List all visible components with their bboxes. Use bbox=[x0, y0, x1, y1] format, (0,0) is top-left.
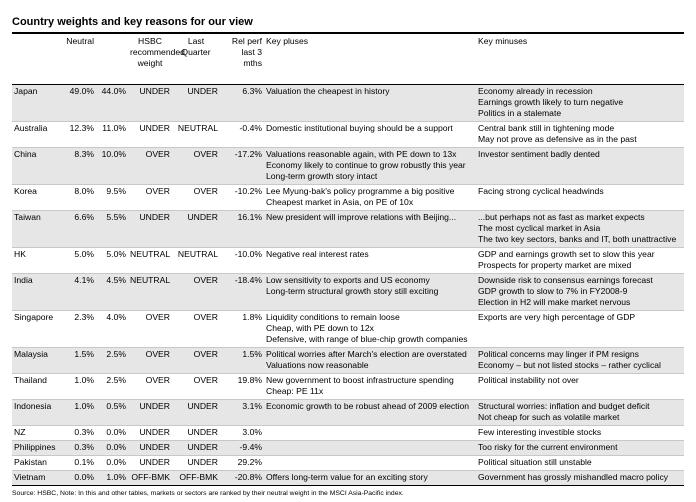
minus-line: Not cheap for such as volatile market bbox=[478, 411, 620, 422]
cell-country: Japan bbox=[12, 84, 56, 121]
minus-line: GDP growth to slow to 7% in FY2008-9 bbox=[478, 285, 628, 296]
cell-key-pluses bbox=[264, 210, 476, 247]
minus-line: Central bank still in tightening mode bbox=[478, 122, 615, 133]
table-row bbox=[12, 147, 684, 184]
cell-hsbc-pct: 2.5% bbox=[106, 374, 126, 385]
cell-neutral: 8.0% bbox=[74, 185, 94, 196]
plus-line: Negative real interest rates bbox=[266, 248, 369, 259]
plus-line: New president will improve relations with Beijing... bbox=[266, 211, 457, 222]
header-hsbc-weight: HSBC recommended weight bbox=[130, 36, 185, 68]
table-row bbox=[12, 425, 684, 440]
cell-last-quarter: UNDER bbox=[187, 426, 218, 437]
minus-line: The two key sectors, banks and IT, both unattractive bbox=[478, 233, 677, 244]
cell-neutral: 5.0% bbox=[74, 248, 94, 259]
cell-country: NZ bbox=[14, 426, 26, 437]
cell-last-quarter: UNDER bbox=[187, 456, 218, 467]
plus-line: Offers long-term value for an exciting story bbox=[266, 471, 428, 482]
plus-line: Valuation the cheapest in history bbox=[266, 85, 390, 96]
cell-key-pluses bbox=[264, 440, 476, 455]
cell-hsbc-weight: UNDER bbox=[128, 440, 172, 455]
cell-key-pluses bbox=[264, 373, 476, 399]
table-row bbox=[12, 184, 684, 210]
plus-line: Long-term structural growth story still exciting bbox=[266, 285, 439, 296]
table-body bbox=[12, 84, 684, 485]
cell-rel-perf: 1.5% bbox=[220, 347, 264, 373]
cell-hsbc-pct: 5.0% bbox=[106, 248, 126, 259]
cell-key-pluses bbox=[264, 121, 476, 147]
cell-hsbc-pct: 1.0% bbox=[96, 470, 128, 485]
plus-line: Valuations reasonable again, with PE down to 13x bbox=[266, 148, 457, 159]
cell-key-pluses bbox=[264, 455, 476, 470]
table-row bbox=[12, 273, 684, 310]
cell-key-pluses bbox=[264, 399, 476, 425]
plus-line: Low sensitivity to exports and US economy bbox=[266, 274, 430, 285]
cell-key-pluses bbox=[264, 347, 476, 373]
cell-neutral: 4.1% bbox=[56, 273, 96, 310]
cell-rel-perf: -9.4% bbox=[220, 440, 264, 455]
cell-hsbc-pct: 44.0% bbox=[96, 84, 128, 121]
minus-line: Too risky for the current environment bbox=[478, 441, 618, 452]
cell-hsbc-weight: UNDER bbox=[139, 426, 170, 437]
cell-key-pluses bbox=[264, 425, 476, 440]
table-row bbox=[12, 455, 684, 470]
cell-hsbc-weight: NEUTRAL bbox=[128, 273, 172, 310]
minus-line: Economy – but not listed stocks – rather cyclical bbox=[478, 359, 661, 370]
cell-country: Vietnam bbox=[12, 470, 56, 485]
minus-line: Investor sentiment badly dented bbox=[478, 148, 600, 159]
minus-line: Election in H2 will make market nervous bbox=[478, 296, 631, 307]
cell-country: Australia bbox=[14, 122, 48, 133]
cell-key-pluses bbox=[264, 84, 476, 121]
cell-last-quarter: UNDER bbox=[172, 210, 220, 247]
header-key-minuses: Key minuses bbox=[478, 36, 528, 46]
cell-country: Malaysia bbox=[12, 347, 56, 373]
minus-line: Economy already in recession bbox=[478, 85, 593, 96]
cell-rel-perf: -10.2% bbox=[234, 185, 262, 196]
minus-line: GDP and earnings growth set to slow this year bbox=[478, 248, 655, 259]
table-row bbox=[12, 247, 684, 273]
cell-rel-perf: 3.1% bbox=[220, 399, 264, 425]
minus-line: Structural worries: inflation and budget deficit bbox=[478, 400, 650, 411]
cell-neutral: 2.3% bbox=[74, 311, 94, 322]
table-row bbox=[12, 310, 684, 347]
cell-rel-perf: 29.2% bbox=[237, 456, 262, 467]
cell-hsbc-weight: OVER bbox=[128, 347, 172, 373]
plus-line: Valuations now reasonable bbox=[266, 359, 369, 370]
cell-hsbc-pct: 11.0% bbox=[102, 122, 126, 133]
minus-line: Exports are very high percentage of GDP bbox=[478, 311, 636, 322]
table-row bbox=[12, 84, 684, 121]
cell-key-minuses bbox=[476, 147, 684, 184]
plus-line: Liquidity conditions to remain loose bbox=[266, 311, 400, 322]
cell-hsbc-pct: 0.5% bbox=[96, 399, 128, 425]
cell-hsbc-weight: OVER bbox=[128, 147, 172, 184]
plus-line: Defensive, with range of blue-chip growth companies bbox=[266, 333, 468, 344]
cell-key-minuses bbox=[476, 425, 684, 440]
cell-last-quarter: OVER bbox=[193, 311, 218, 322]
header-rel-perf: Rel perf last 3 mths bbox=[231, 36, 262, 68]
cell-neutral: 0.3% bbox=[56, 440, 96, 455]
cell-key-minuses bbox=[476, 347, 684, 373]
plus-line: Economic growth to be robust ahead of 2009 election bbox=[266, 400, 470, 411]
table-row bbox=[12, 440, 684, 455]
cell-key-minuses bbox=[476, 121, 684, 147]
table-row bbox=[12, 373, 684, 399]
header-country bbox=[12, 34, 56, 84]
cell-key-minuses bbox=[476, 184, 684, 210]
cell-last-quarter: OVER bbox=[172, 347, 220, 373]
cell-hsbc-weight: UNDER bbox=[128, 210, 172, 247]
cell-rel-perf: 6.3% bbox=[220, 84, 264, 121]
cell-hsbc-weight: OVER bbox=[145, 311, 170, 322]
source-note: Source: HSBC, Note: In this and other tables, markets or sectors are ranked by their neutral weight in the MSCI Asia-Pacific index. bbox=[12, 489, 404, 497]
minus-line: Prospects for property market are mixed bbox=[478, 259, 632, 270]
cell-neutral: 0.0% bbox=[56, 470, 96, 485]
cell-hsbc-weight: UNDER bbox=[128, 84, 172, 121]
cell-hsbc-weight: OVER bbox=[145, 185, 170, 196]
cell-hsbc-pct: 2.5% bbox=[96, 347, 128, 373]
cell-key-pluses bbox=[264, 470, 476, 485]
cell-hsbc-weight: UNDER bbox=[128, 399, 172, 425]
cell-last-quarter: NEUTRAL bbox=[177, 248, 218, 259]
cell-key-minuses bbox=[476, 273, 684, 310]
table-row bbox=[12, 399, 684, 425]
plus-line: Long-term growth story intact bbox=[266, 170, 378, 181]
header-hsbc-pct bbox=[96, 34, 128, 84]
minus-line: Government has grossly mishandled macro policy bbox=[478, 471, 669, 482]
cell-rel-perf: 19.8% bbox=[237, 374, 262, 385]
header-neutral: Neutral bbox=[66, 36, 94, 46]
plus-line: Lee Myung-bak's policy programme a big positive bbox=[266, 185, 455, 196]
minus-line: May not prove as defensive as in the past bbox=[478, 133, 637, 144]
table-row bbox=[12, 470, 684, 485]
cell-last-quarter: UNDER bbox=[172, 399, 220, 425]
plus-line: Cheapest market in Asia, on PE of 10x bbox=[266, 196, 414, 207]
cell-hsbc-weight: UNDER bbox=[139, 456, 170, 467]
cell-key-pluses bbox=[264, 273, 476, 310]
cell-country: HK bbox=[14, 248, 26, 259]
cell-key-minuses bbox=[476, 247, 684, 273]
minus-line: Politics in a stalemate bbox=[478, 107, 562, 118]
plus-line: Political worries after March's election are overstated bbox=[266, 348, 467, 359]
cell-key-pluses bbox=[264, 247, 476, 273]
cell-country: Taiwan bbox=[12, 210, 56, 247]
cell-last-quarter: UNDER bbox=[172, 84, 220, 121]
header-last-quarter: Last Quarter bbox=[181, 36, 211, 57]
cell-hsbc-weight: UNDER bbox=[139, 122, 170, 133]
minus-line: ...but perhaps not as fast as market expects bbox=[478, 211, 645, 222]
cell-key-pluses bbox=[264, 184, 476, 210]
cell-last-quarter: OVER bbox=[193, 185, 218, 196]
cell-hsbc-pct: 5.5% bbox=[96, 210, 128, 247]
cell-key-minuses bbox=[476, 310, 684, 347]
cell-last-quarter: OVER bbox=[172, 273, 220, 310]
minus-line: The most cyclical market in Asia bbox=[478, 222, 601, 233]
cell-rel-perf: -10.0% bbox=[234, 248, 262, 259]
plus-line: Economy likely to continue to grow robustly this year bbox=[266, 159, 466, 170]
cell-key-pluses bbox=[264, 310, 476, 347]
plus-line: New government to boost infrastructure spending bbox=[266, 374, 454, 385]
cell-neutral: 8.3% bbox=[56, 147, 96, 184]
cell-hsbc-weight: OVER bbox=[145, 374, 170, 385]
cell-rel-perf: 1.8% bbox=[242, 311, 262, 322]
cell-neutral: 0.1% bbox=[74, 456, 94, 467]
cell-rel-perf: -0.4% bbox=[239, 122, 262, 133]
country-weights-exhibit bbox=[12, 14, 684, 497]
cell-country: India bbox=[12, 273, 56, 310]
cell-rel-perf: -18.4% bbox=[220, 273, 264, 310]
cell-hsbc-pct: 9.5% bbox=[106, 185, 126, 196]
cell-last-quarter: OVER bbox=[193, 374, 218, 385]
minus-line: Downside risk to consensus earnings forecast bbox=[478, 274, 653, 285]
cell-country: Indonesia bbox=[12, 399, 56, 425]
cell-hsbc-pct: 0.0% bbox=[106, 456, 126, 467]
cell-country: Philippines bbox=[12, 440, 56, 455]
cell-key-minuses bbox=[476, 399, 684, 425]
plus-line: Cheap: PE 11x bbox=[266, 385, 324, 396]
cell-key-pluses bbox=[264, 147, 476, 184]
minus-line: Few interesting investible stocks bbox=[478, 426, 602, 437]
cell-key-minuses bbox=[476, 210, 684, 247]
minus-line: Facing strong cyclical headwinds bbox=[478, 185, 604, 196]
table-row bbox=[12, 210, 684, 247]
cell-key-minuses bbox=[476, 373, 684, 399]
cell-last-quarter: OVER bbox=[172, 147, 220, 184]
cell-neutral: 12.3% bbox=[69, 122, 94, 133]
cell-country: Singapore bbox=[14, 311, 54, 322]
cell-hsbc-weight: NEUTRAL bbox=[130, 248, 171, 259]
plus-line: Cheap, with PE down to 12x bbox=[266, 322, 374, 333]
cell-key-minuses bbox=[476, 440, 684, 455]
cell-hsbc-pct: 4.0% bbox=[106, 311, 126, 322]
cell-last-quarter: UNDER bbox=[172, 440, 220, 455]
cell-neutral: 6.6% bbox=[56, 210, 96, 247]
minus-line: Earnings growth likely to turn negative bbox=[478, 96, 624, 107]
country-weights-table bbox=[12, 34, 684, 486]
header-key-pluses: Key pluses bbox=[266, 36, 309, 46]
cell-last-quarter: OFF-BMK bbox=[172, 470, 220, 485]
cell-rel-perf: 16.1% bbox=[220, 210, 264, 247]
cell-country: China bbox=[12, 147, 56, 184]
cell-rel-perf: 3.0% bbox=[242, 426, 262, 437]
minus-line: Political concerns may linger if PM resigns bbox=[478, 348, 639, 359]
cell-hsbc-weight: OFF-BMK bbox=[128, 470, 172, 485]
cell-neutral: 1.0% bbox=[74, 374, 94, 385]
exhibit-title: Country weights and key reasons for our view bbox=[12, 16, 253, 28]
cell-country: Pakistan bbox=[14, 456, 47, 467]
cell-key-minuses bbox=[476, 84, 684, 121]
cell-neutral: 1.0% bbox=[56, 399, 96, 425]
cell-rel-perf: -20.8% bbox=[220, 470, 264, 485]
cell-country: Thailand bbox=[14, 374, 47, 385]
cell-hsbc-pct: 0.0% bbox=[96, 440, 128, 455]
cell-neutral: 49.0% bbox=[56, 84, 96, 121]
header-row bbox=[12, 34, 684, 84]
cell-rel-perf: -17.2% bbox=[220, 147, 264, 184]
cell-neutral: 1.5% bbox=[56, 347, 96, 373]
cell-hsbc-pct: 10.0% bbox=[96, 147, 128, 184]
minus-line: Political situation still unstable bbox=[478, 456, 592, 467]
cell-country: Korea bbox=[14, 185, 37, 196]
minus-line: Political instability not over bbox=[478, 374, 579, 385]
cell-key-minuses bbox=[476, 470, 684, 485]
table-row bbox=[12, 121, 684, 147]
cell-last-quarter: NEUTRAL bbox=[177, 122, 218, 133]
cell-hsbc-pct: 0.0% bbox=[106, 426, 126, 437]
table-row bbox=[12, 347, 684, 373]
cell-neutral: 0.3% bbox=[74, 426, 94, 437]
cell-key-minuses bbox=[476, 455, 684, 470]
plus-line: Domestic institutional buying should be a support bbox=[266, 122, 453, 133]
cell-hsbc-pct: 4.5% bbox=[96, 273, 128, 310]
